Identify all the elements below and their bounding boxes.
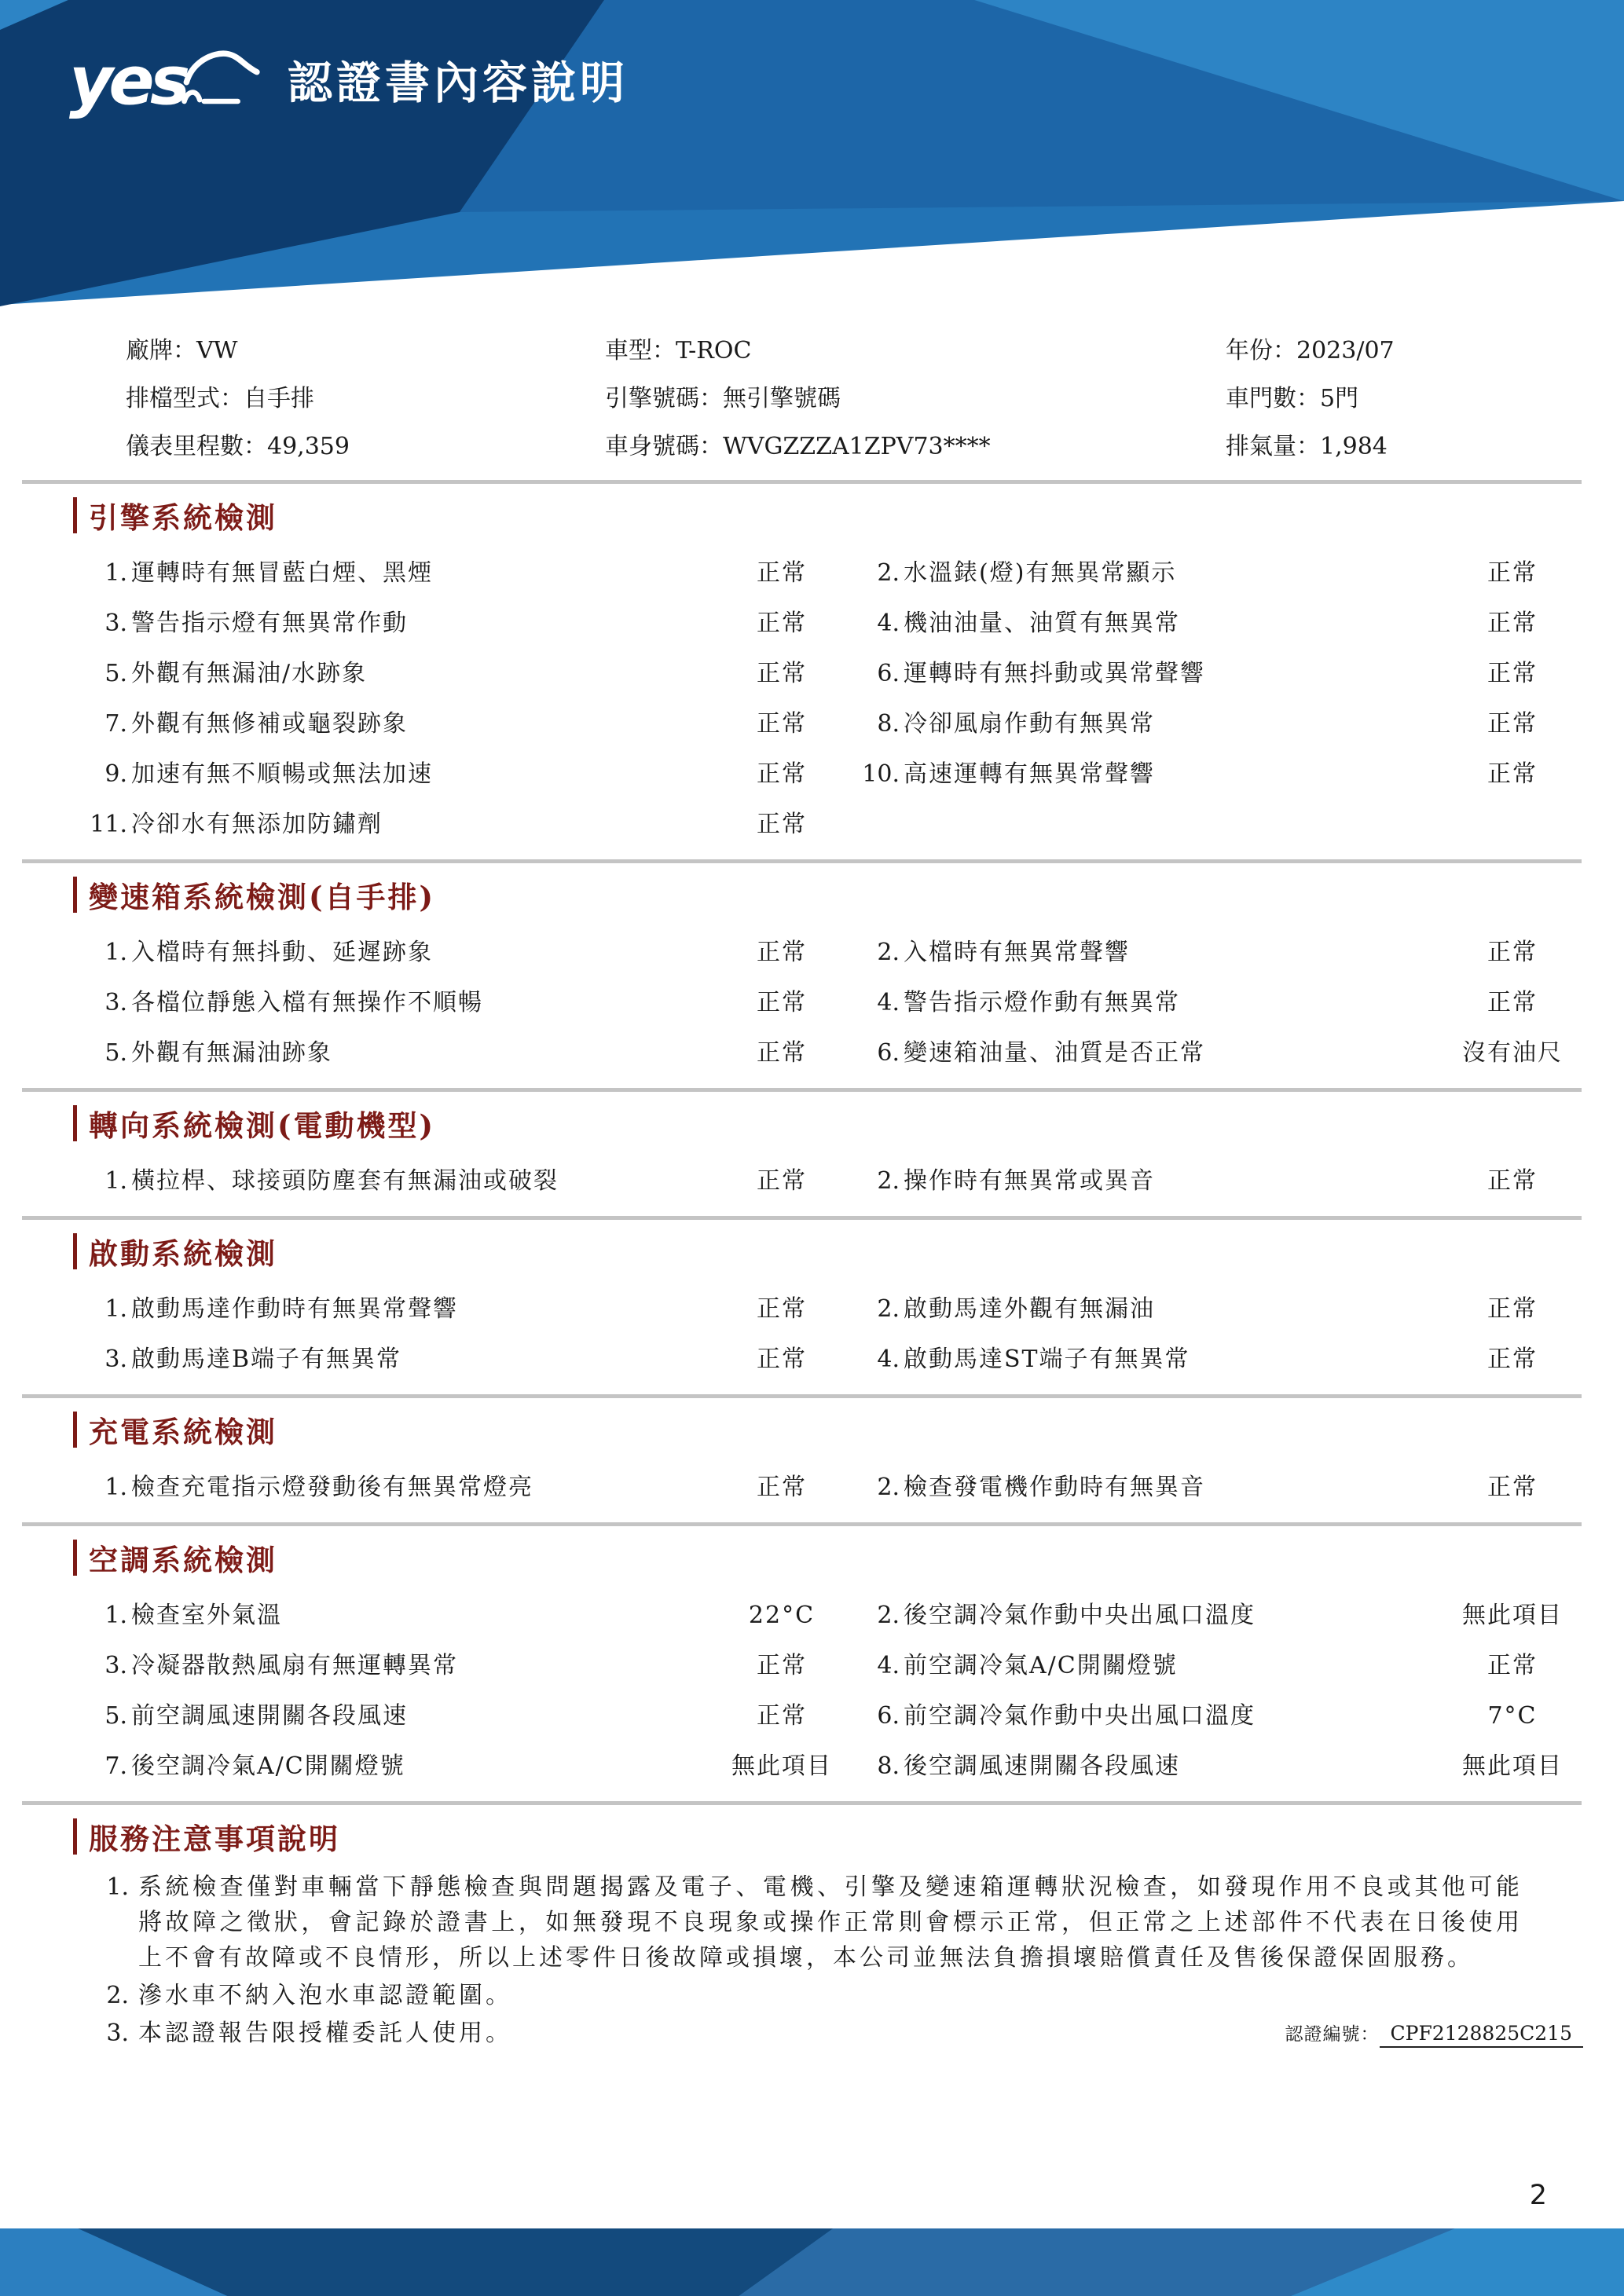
- item-label: 入檔時有無抖動、延遲跡象: [131, 939, 433, 966]
- section-title: [73, 1231, 1624, 1272]
- item-result: 沒有油尺: [1462, 1039, 1563, 1067]
- item-result: 無此項目: [731, 1752, 832, 1780]
- inspection-row: [0, 1641, 1624, 1691]
- section-bar: [73, 1233, 77, 1269]
- section-title: [73, 1103, 1624, 1144]
- item-number: 2.: [877, 1167, 900, 1195]
- item-result: 正常: [757, 1039, 807, 1067]
- item-label: 檢查發電機作動時有無異音: [904, 1474, 1205, 1501]
- inspection-row: [0, 649, 1624, 699]
- note-text: 系統檢查僅對車輛當下靜態檢查與問題揭露及電子、電機、引擎及變速箱運轉狀況檢查，如發現作用不良或其他可能將故障之徵狀，會記錄於證書上，如無發現不良現象或操作正常則會標示正常，但正常之上述部件不代表在日後使用上不會有故障或不良情形，所以上述零件日後故障或損壞，本公司並無法負擔損壞賠償責任及售後保證保固服務。: [138, 1873, 1523, 1972]
- item-result: 正常: [1487, 989, 1538, 1016]
- item-label: 後空調冷氣作動中央出風口溫度: [904, 1602, 1256, 1629]
- item-result: 無此項目: [1462, 1602, 1563, 1629]
- column-gap: [841, 1284, 849, 1335]
- item-result: 22°C: [748, 1602, 816, 1629]
- item-label: 啟動馬達B端子有無異常: [131, 1346, 402, 1373]
- divider: [22, 1801, 1582, 1805]
- vehicle-info-row: [126, 327, 1600, 375]
- item-result: 正常: [757, 1474, 807, 1501]
- item-label: [904, 800, 1450, 850]
- item-result: 正常: [1487, 760, 1538, 788]
- inspection-row: [0, 1591, 1624, 1641]
- vehicle-info-field: 車身號碼：WVGZZZA1ZPV73****: [605, 433, 991, 460]
- vehicle-info-field: 車門數：5門: [1226, 385, 1359, 412]
- section-bar: [73, 1105, 77, 1141]
- item-number: 1.: [104, 559, 127, 587]
- item-label: 水溫錶(燈)有無異常顯示: [904, 559, 1177, 587]
- note-text: 本認證報告限授權委託人使用。: [138, 2020, 512, 2047]
- item-label: 機油油量、油質有無異常: [904, 610, 1180, 637]
- page-title: 認證書內容說明: [288, 57, 629, 109]
- item-result: 無此項目: [1462, 1752, 1563, 1780]
- item-number: 2.: [877, 1295, 900, 1323]
- inspection-row: [0, 548, 1624, 599]
- item-label: 冷凝器散熱風扇有無運轉異常: [131, 1652, 458, 1679]
- item-label: 前空調風速開關各段風速: [131, 1702, 408, 1730]
- item-result: 正常: [1487, 710, 1538, 738]
- column-gap: [841, 1641, 849, 1691]
- item-number: 7.: [104, 710, 127, 738]
- column-gap: [841, 1591, 849, 1641]
- item-label: 前空調冷氣A/C開關燈號: [904, 1652, 1178, 1679]
- item-label: 操作時有無異常或異音: [904, 1167, 1155, 1195]
- section-bar: [73, 877, 77, 913]
- item-number: 3.: [104, 1652, 127, 1679]
- inspection-row: [0, 1335, 1624, 1385]
- note-text: 滲水車不納入泡水車認證範圍。: [138, 1982, 512, 2009]
- item-number: 1.: [104, 1167, 127, 1195]
- sections: [0, 495, 1624, 1805]
- vehicle-info: [0, 314, 1624, 471]
- certificate-number-value: CPF2128825C215: [1380, 2022, 1583, 2048]
- item-result: 正常: [757, 989, 807, 1016]
- item-number: 8.: [877, 710, 900, 738]
- inspection-row: [0, 699, 1624, 749]
- section-title-label: 空調系統檢測: [89, 1543, 277, 1577]
- inspection-row: [0, 749, 1624, 800]
- item-number: 1.: [104, 939, 127, 966]
- section-title-label: 充電系統檢測: [89, 1415, 277, 1449]
- item-result: 正常: [757, 1295, 807, 1323]
- page-header: [0, 0, 1624, 314]
- item-number: 2.: [877, 1602, 900, 1629]
- inspection-row: [0, 1156, 1624, 1207]
- item-number: 1.: [104, 1474, 127, 1501]
- note-number: 2.: [106, 1982, 129, 2009]
- item-number: 4.: [877, 1346, 900, 1373]
- section-title-label: 引擎系統檢測: [89, 500, 277, 535]
- column-gap: [841, 928, 849, 978]
- item-label: 冷卻風扇作動有無異常: [904, 710, 1155, 738]
- inspection-row: [0, 1741, 1624, 1792]
- section-title-label: 轉向系統檢測(電動機型): [89, 1108, 436, 1143]
- column-gap: [841, 749, 849, 800]
- item-number: 4.: [877, 1652, 900, 1679]
- item-label: 警告指示燈有無異常作動: [131, 610, 408, 637]
- item-number: 2.: [877, 1474, 900, 1501]
- item-number: 6.: [877, 1039, 900, 1067]
- item-result: 正常: [757, 710, 807, 738]
- section-title: [73, 874, 1624, 915]
- column-gap: [841, 599, 849, 649]
- section-title-label: 啟動系統檢測: [89, 1236, 277, 1271]
- item-result: 正常: [1487, 610, 1538, 637]
- item-number: 2.: [877, 939, 900, 966]
- item-result: 正常: [1487, 1346, 1538, 1373]
- divider: [22, 1522, 1582, 1526]
- item-number: 5.: [104, 1039, 127, 1067]
- column-gap: [841, 1028, 849, 1078]
- item-result: 正常: [757, 610, 807, 637]
- service-note: [88, 1869, 1624, 1976]
- item-result: 正常: [1487, 1295, 1538, 1323]
- item-label: 啟動馬達ST端子有無異常: [904, 1346, 1190, 1373]
- vehicle-info-field: 引擎號碼：無引擎號碼: [605, 385, 841, 412]
- item-label: 變速箱油量、油質是否正常: [904, 1039, 1205, 1067]
- item-label: 冷卻水有無添加防鏽劑: [131, 811, 383, 838]
- column-gap: [841, 699, 849, 749]
- inspection-row: [0, 928, 1624, 978]
- item-number: 1.: [104, 1602, 127, 1629]
- page-number: 2: [1529, 2180, 1547, 2211]
- item-number: [849, 800, 904, 850]
- column-gap: [841, 1691, 849, 1741]
- note-number: 3.: [106, 2020, 129, 2047]
- item-result: 7°C: [1487, 1702, 1538, 1730]
- item-result: 正常: [757, 1702, 807, 1730]
- section-bar: [73, 497, 77, 533]
- item-label: 啟動馬達外觀有無漏油: [904, 1295, 1155, 1323]
- certificate-number: [1285, 2019, 1583, 2046]
- item-label: 後空調風速開關各段風速: [904, 1752, 1180, 1780]
- divider: [22, 480, 1582, 484]
- inspection-row: [0, 599, 1624, 649]
- item-label: 外觀有無修補或龜裂跡象: [131, 710, 408, 738]
- item-result: 正常: [1487, 1167, 1538, 1195]
- note-number: 1.: [106, 1873, 129, 1901]
- item-label: 各檔位靜態入檔有無操作不順暢: [131, 989, 483, 1016]
- vehicle-info-field: 年份：2023/07: [1226, 337, 1395, 364]
- service-notes: [0, 1869, 1624, 2051]
- item-number: 3.: [104, 989, 127, 1016]
- item-result: [1450, 800, 1575, 850]
- item-number: 6.: [877, 1702, 900, 1730]
- item-number: 4.: [877, 989, 900, 1016]
- item-label: 入檔時有無異常聲響: [904, 939, 1130, 966]
- item-label: 橫拉桿、球接頭防塵套有無漏油或破裂: [131, 1167, 559, 1195]
- item-result: 正常: [757, 760, 807, 788]
- yes-logo-car-icon: [69, 33, 267, 126]
- item-number: 3.: [104, 1346, 127, 1373]
- logo-text: yes: [69, 42, 186, 121]
- section-title-notes: [73, 1816, 1624, 1857]
- column-gap: [841, 1463, 849, 1513]
- item-number: 5.: [104, 660, 127, 687]
- column-gap: [841, 649, 849, 699]
- item-label: 前空調冷氣作動中央出風口溫度: [904, 1702, 1256, 1730]
- item-number: 4.: [877, 610, 900, 637]
- item-result: 正常: [1487, 1652, 1538, 1679]
- item-result: 正常: [757, 1652, 807, 1679]
- item-label: 檢查充電指示燈發動後有無異常燈亮: [131, 1474, 533, 1501]
- item-label: 高速運轉有無異常聲響: [904, 760, 1155, 788]
- inspection-row: [0, 800, 1624, 850]
- item-result: 正常: [757, 939, 807, 966]
- column-gap: [841, 548, 849, 599]
- item-number: 9.: [104, 760, 127, 788]
- divider: [22, 1088, 1582, 1092]
- inspection-row: [0, 1028, 1624, 1078]
- service-note: [88, 1978, 1624, 2013]
- item-label: 後空調冷氣A/C開關燈號: [131, 1752, 405, 1780]
- item-number: 1.: [104, 1295, 127, 1323]
- item-number: 2.: [877, 559, 900, 587]
- column-gap: [841, 1741, 849, 1792]
- column-gap: [841, 978, 849, 1028]
- vehicle-info-row: [126, 423, 1600, 471]
- vehicle-info-field: 車型：T-ROC: [605, 337, 752, 364]
- item-label: 警告指示燈作動有無異常: [904, 989, 1180, 1016]
- divider: [22, 1216, 1582, 1220]
- column-gap: [841, 1335, 849, 1385]
- item-result: 正常: [757, 1167, 807, 1195]
- item-number: 6.: [877, 660, 900, 687]
- item-result: 正常: [1487, 559, 1538, 587]
- item-label: 外觀有無漏油/水跡象: [131, 660, 368, 687]
- section-title: [73, 1537, 1624, 1578]
- vehicle-info-field: 排檔型式：自手排: [126, 385, 314, 412]
- section-title-label: 變速箱系統檢測(自手排): [89, 880, 436, 914]
- column-gap: [841, 800, 849, 850]
- section-bar: [73, 1818, 77, 1855]
- item-number: 5.: [104, 1702, 127, 1730]
- item-result: 正常: [757, 559, 807, 587]
- item-result: 正常: [757, 1346, 807, 1373]
- item-result: 正常: [757, 811, 807, 838]
- item-number: 8.: [877, 1752, 900, 1780]
- vehicle-info-field: 排氣量：1,984: [1226, 433, 1388, 460]
- inspection-row: [0, 978, 1624, 1028]
- item-label: 外觀有無漏油跡象: [131, 1039, 332, 1067]
- item-label: 加速有無不順暢或無法加速: [131, 760, 433, 788]
- item-result: 正常: [1487, 660, 1538, 687]
- item-label: 啟動馬達作動時有無異常聲響: [131, 1295, 458, 1323]
- section-bar: [73, 1412, 77, 1448]
- item-label: 運轉時有無抖動或異常聲響: [904, 660, 1205, 687]
- item-result: 正常: [1487, 939, 1538, 966]
- divider: [22, 1394, 1582, 1398]
- item-number: 11.: [90, 811, 127, 838]
- certificate-number-label: 認證編號：: [1285, 2024, 1380, 2045]
- item-number: 7.: [104, 1752, 127, 1780]
- brand: [69, 33, 629, 126]
- vehicle-info-row: [126, 375, 1600, 423]
- section-title-label: 服務注意事項說明: [89, 1822, 340, 1856]
- vehicle-info-field: 廠牌：VW: [126, 337, 238, 364]
- section-title: [73, 495, 1624, 536]
- item-label: 檢查室外氣溫: [131, 1602, 282, 1629]
- item-result: 正常: [1487, 1474, 1538, 1501]
- item-result: 正常: [757, 660, 807, 687]
- inspection-row: [0, 1691, 1624, 1741]
- vehicle-info-field: 儀表里程數：49,359: [126, 433, 350, 460]
- inspection-row: [0, 1284, 1624, 1335]
- column-gap: [841, 1156, 849, 1207]
- section-title: [73, 1409, 1624, 1450]
- section-bar: [73, 1540, 77, 1576]
- item-number: 10.: [862, 760, 900, 788]
- inspection-row: [0, 1463, 1624, 1513]
- divider: [22, 859, 1582, 863]
- item-label: 運轉時有無冒藍白煙、黑煙: [131, 559, 433, 587]
- page-footer: [0, 2228, 1624, 2296]
- item-number: 3.: [104, 610, 127, 637]
